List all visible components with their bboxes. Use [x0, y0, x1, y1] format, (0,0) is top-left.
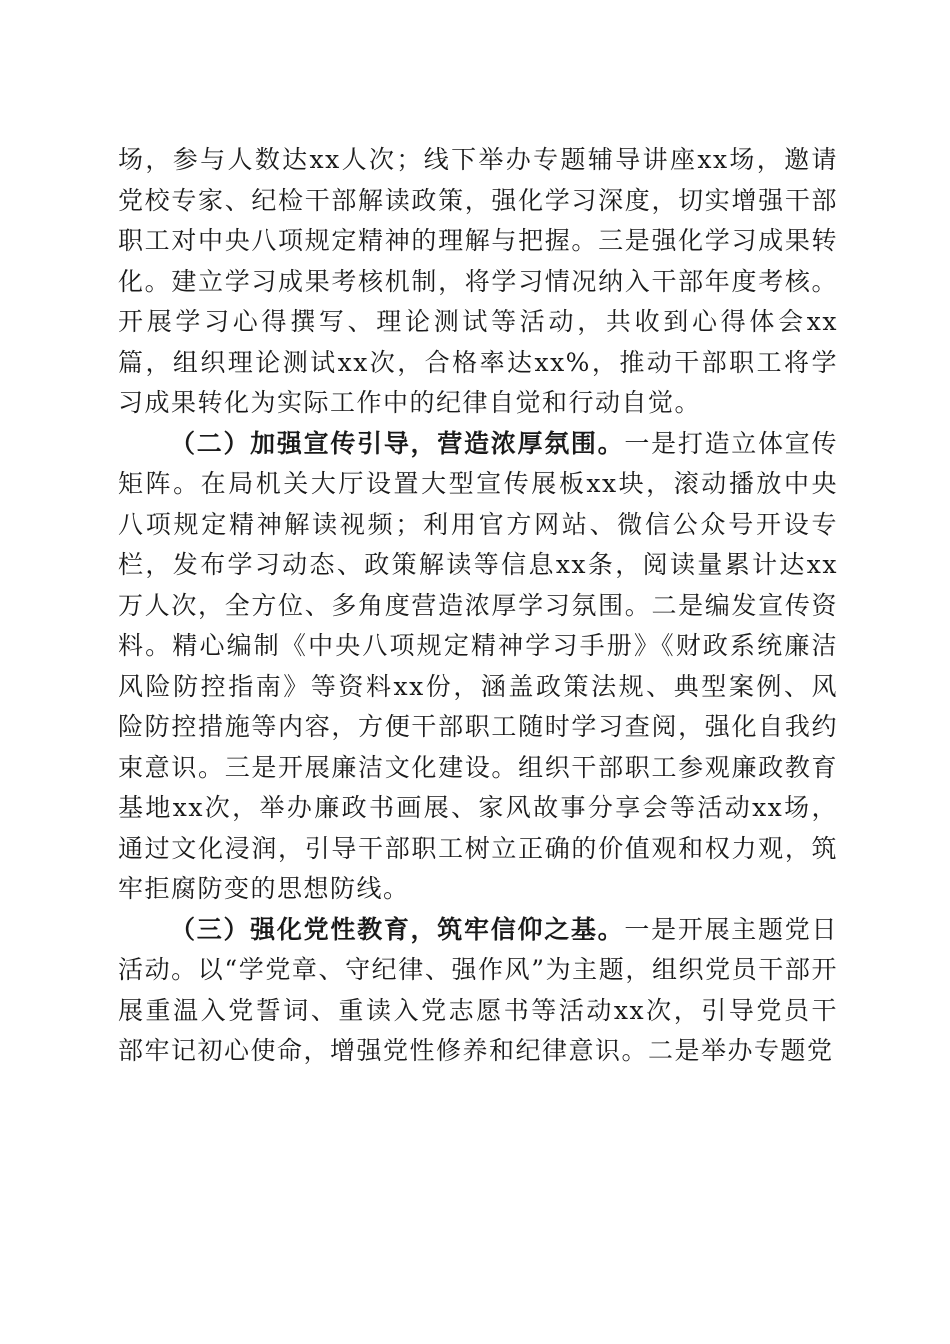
paragraph-2 — [118, 424, 838, 910]
paragraph-1 — [118, 140, 838, 424]
paragraph-3 — [118, 910, 838, 1072]
paragraph-1-text: 场，参与人数达xx人次；线下举办专题辅导讲座xx场，邀请党校专家、纪检干部解读政策，强化学习深度，切实增强干部职工对中央八项规定精神的理解与把握。三是强化学习成果转化。建立学习成果考核机制，将学习情况纳入干部年度考核。开展学习心得撰写、理论测试等活动，共收到心得体会xx篇，组织理论测试xx次，合格率达xx%，推动干部职工将学习成果转化为实际工作中的纪律自觉和行动自觉。 — [118, 145, 838, 417]
document-body — [118, 140, 838, 1072]
section-heading-2: （二）加强宣传引导，营造浓厚氛围。 — [170, 428, 625, 458]
section-heading-3: （三）强化党性教育，筑牢信仰之基。 — [170, 914, 625, 944]
paragraph-2-text: 一是打造立体宣传矩阵。在局机关大厅设置大型宣传展板xx块，滚动播放中央八项规定精神解读视频；利用官方网站、微信公众号开设专栏，发布学习动态、政策解读等信息xx条，阅读量累计达xx万人次，全方位、多角度营造浓厚学习氛围。二是编发宣传资料。精心编制《中央八项规定精神学习手册》《财政系统廉洁风险防控指南》等资料xx份，涵盖政策法规、典型案例、风险防控措施等内容，方便干部职工随时学习查阅，强化自我约束意识。三是开展廉洁文化建设。组织干部职工参观廉政教育基地xx次，举办廉政书画展、家风故事分享会等活动xx场，通过文化浸润，引导干部职工树立正确的价值观和权力观，筑牢拒腐防变的思想防线。 — [118, 428, 838, 903]
paragraph-3-text: 一是开展主题党日活动。以“学党章、守纪律、强作风”为主题，组织党员干部开展重温入党誓词、重读入党志愿书等活动xx次，引导党员干部牢记初心使命，增强党性修养和纪律意识。二是举办专题党 — [118, 914, 838, 1065]
